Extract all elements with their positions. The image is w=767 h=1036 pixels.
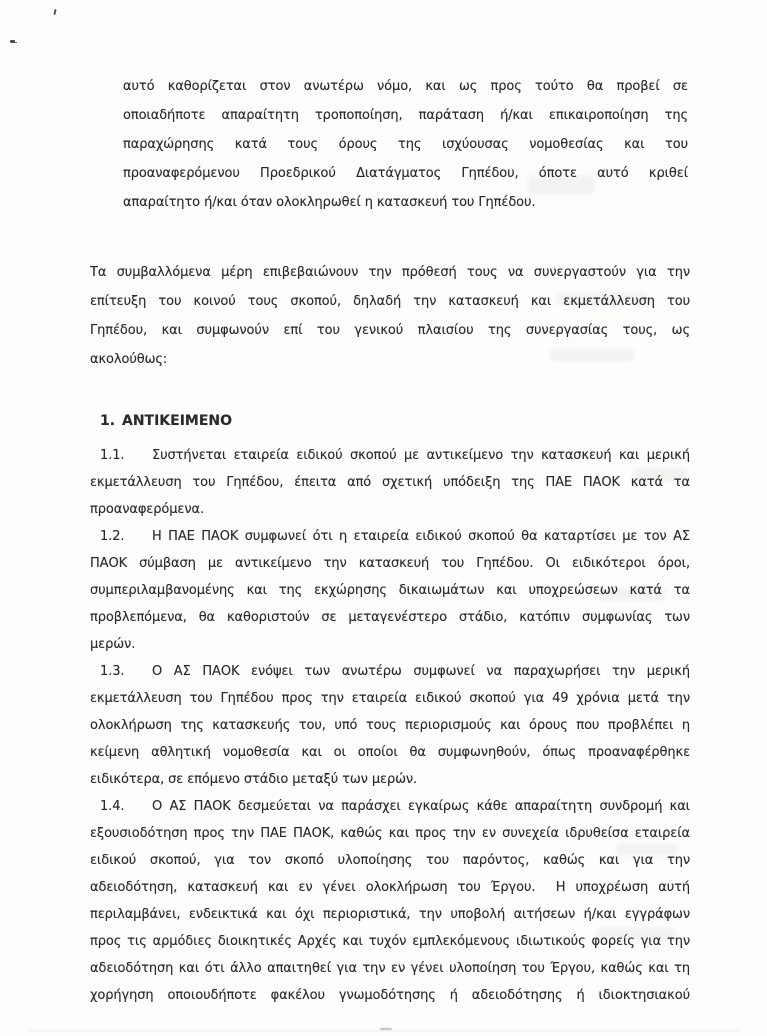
scan-speck [380,1028,392,1030]
paragraph-line: μερών. [90,637,136,652]
paragraph-line: ειδικού σκοπού, για τον σκοπό υλοποίησης του παρόντος, καθώς και για την [90,853,690,868]
clause-number: 1.2. [100,529,125,544]
clause-first-line [90,658,690,685]
paragraph-line: κείμενη αθλητική νομοθεσία και οι οποίοι θα συμφωνηθούν, όπως προαναφέρθηκε [90,745,690,760]
paragraph-line: Τα συμβαλλόμενα μέρη επιβεβαιώνουν την πρόθεσή τους να συνεργαστούν για την [90,265,690,280]
paragraph-line: εξουσιοδότηση προς την ΠΑΕ ΠΑΟΚ, καθώς και προς την εν συνεχεία ιδρυθείσα εταιρεία [90,826,690,841]
paragraph-line: προς τις αρμόδιες διοικητικές Αρχές και τυχόν εμπλεκόμενους ιδιωτικούς φορείς για την [90,934,690,949]
scan-edge-streak [28,1030,740,1032]
scan-speck [53,9,56,15]
paragraph-line: αδειοδότηση και ότι άλλο απαιτηθεί για την εν γένει υλοποίηση του Έργου, καθώς και τη [90,961,690,976]
clause-first-line [90,523,690,550]
paragraph-line: ΠΑΟΚ σύμβαση με αντικείμενο την κατασκευή του Γηπέδου. Οι ειδικότεροι όροι, [90,556,690,571]
clause-text: Ο ΑΣ ΠΑΟΚ ενόψει των ανωτέρω συμφωνεί να παραχωρήσει την μερική [152,664,690,679]
clause-first-line [90,793,690,820]
paragraph-line: απαραίτητο ή/και όταν ολοκληρωθεί η κατασκευή του Γηπέδου. [123,195,536,210]
paragraph-line: περιλαμβάνει, ενδεικτικά και όχι περιοριστικά, την υποβολή αιτήσεων ή/και εγγράφων [90,907,690,922]
paragraph-line: οποιαδήποτε απαραίτητη τροποποίηση, παράταση ή/και επικαιροποίηση της [123,108,688,123]
section-title: ΑΝΤΙΚΕΙΜΕΝΟ [122,413,233,429]
clause-number: 1.1. [100,448,125,463]
paragraph-line: Γηπέδου, και συμφωνούν επί του γενικού πλαισίου της συνεργασίας τους, ως [90,323,690,338]
paragraph-line: προβλεπόμενα, θα καθοριστούν σε μεταγενέστερο στάδιο, κατόπιν συμφωνίας των [90,610,690,625]
paragraph-line: αδειοδότηση, κατασκευή και εν γένει ολοκλήρωση του Έργου. Η υποχρέωση αυτή [90,880,690,895]
paragraph-line: επίτευξη του κοινού τους σκοπού, δηλαδή την κατασκευή και εκμετάλλευση του [90,294,690,309]
paragraph-line: προαναφερόμενου Προεδρικού Διατάγματος Γηπέδου, όποτε αυτό κριθεί [123,166,688,181]
paragraph-line: παραχώρησης κατά τους όρους της ισχύουσας νομοθεσίας και του [123,137,688,152]
paragraph-line: αυτό καθορίζεται στον ανωτέρω νόμο, και ως προς τούτο θα προβεί σε [123,79,688,94]
paragraph-line: ειδικότερα, σε επόμενο στάδιο μεταξύ των μερών. [90,772,418,787]
clause-first-line [90,442,690,469]
paragraph-line: εκμετάλλευση του Γηπέδου, έπειτα από σχετική υπόδειξη της ΠΑΕ ΠΑΟΚ κατά τα [90,475,690,490]
clause-1-1 [90,442,690,523]
paragraph-line: ακολούθως: [90,352,168,367]
scan-speck [10,40,15,43]
section-heading [90,408,690,435]
clause-1-3 [90,658,690,793]
paragraph-line: προαναφερόμενα. [90,502,205,517]
section-number: 1. [100,413,116,429]
clause-text: Η ΠΑΕ ΠΑΟΚ συμφωνεί ότι η εταιρεία ειδικού σκοπού θα καταρτίσει με τον ΑΣ [152,529,690,544]
agreement-paragraph [90,258,690,374]
clause-text: Ο ΑΣ ΠΑΟΚ δεσμεύεται να παράσχει εγκαίρως κάθε απαραίτητη συνδρομή και [152,799,690,814]
document-body [90,0,690,1009]
intro-paragraph [123,72,688,217]
clause-number: 1.3. [100,664,125,679]
paragraph-line: ολοκλήρωση της κατασκευής του, υπό τους περιορισμούς και όρους που προβλέπει η [90,718,690,733]
paragraph-line: εκμετάλλευση του Γηπέδου προς την εταιρεία ειδικού σκοπού για 49 χρόνια μετά την [90,691,690,706]
clause-text: Συστήνεται εταιρεία ειδικού σκοπού με αντικείμενο την κατασκευή και μερική [152,448,690,463]
clause-1-2 [90,523,690,658]
clauses-list [90,442,690,1009]
clause-number: 1.4. [100,799,125,814]
paragraph-line: χορήγηση οποιουδήποτε φακέλου γνωμοδότησης ή αδειοδότησης ή ιδιοκτησιακού [90,988,690,1003]
paragraph-line: συμπεριλαμβανομένης και της εκχώρησης δικαιωμάτων και υποχρεώσεων κατά τα [90,583,690,598]
clause-1-4 [90,793,690,1009]
